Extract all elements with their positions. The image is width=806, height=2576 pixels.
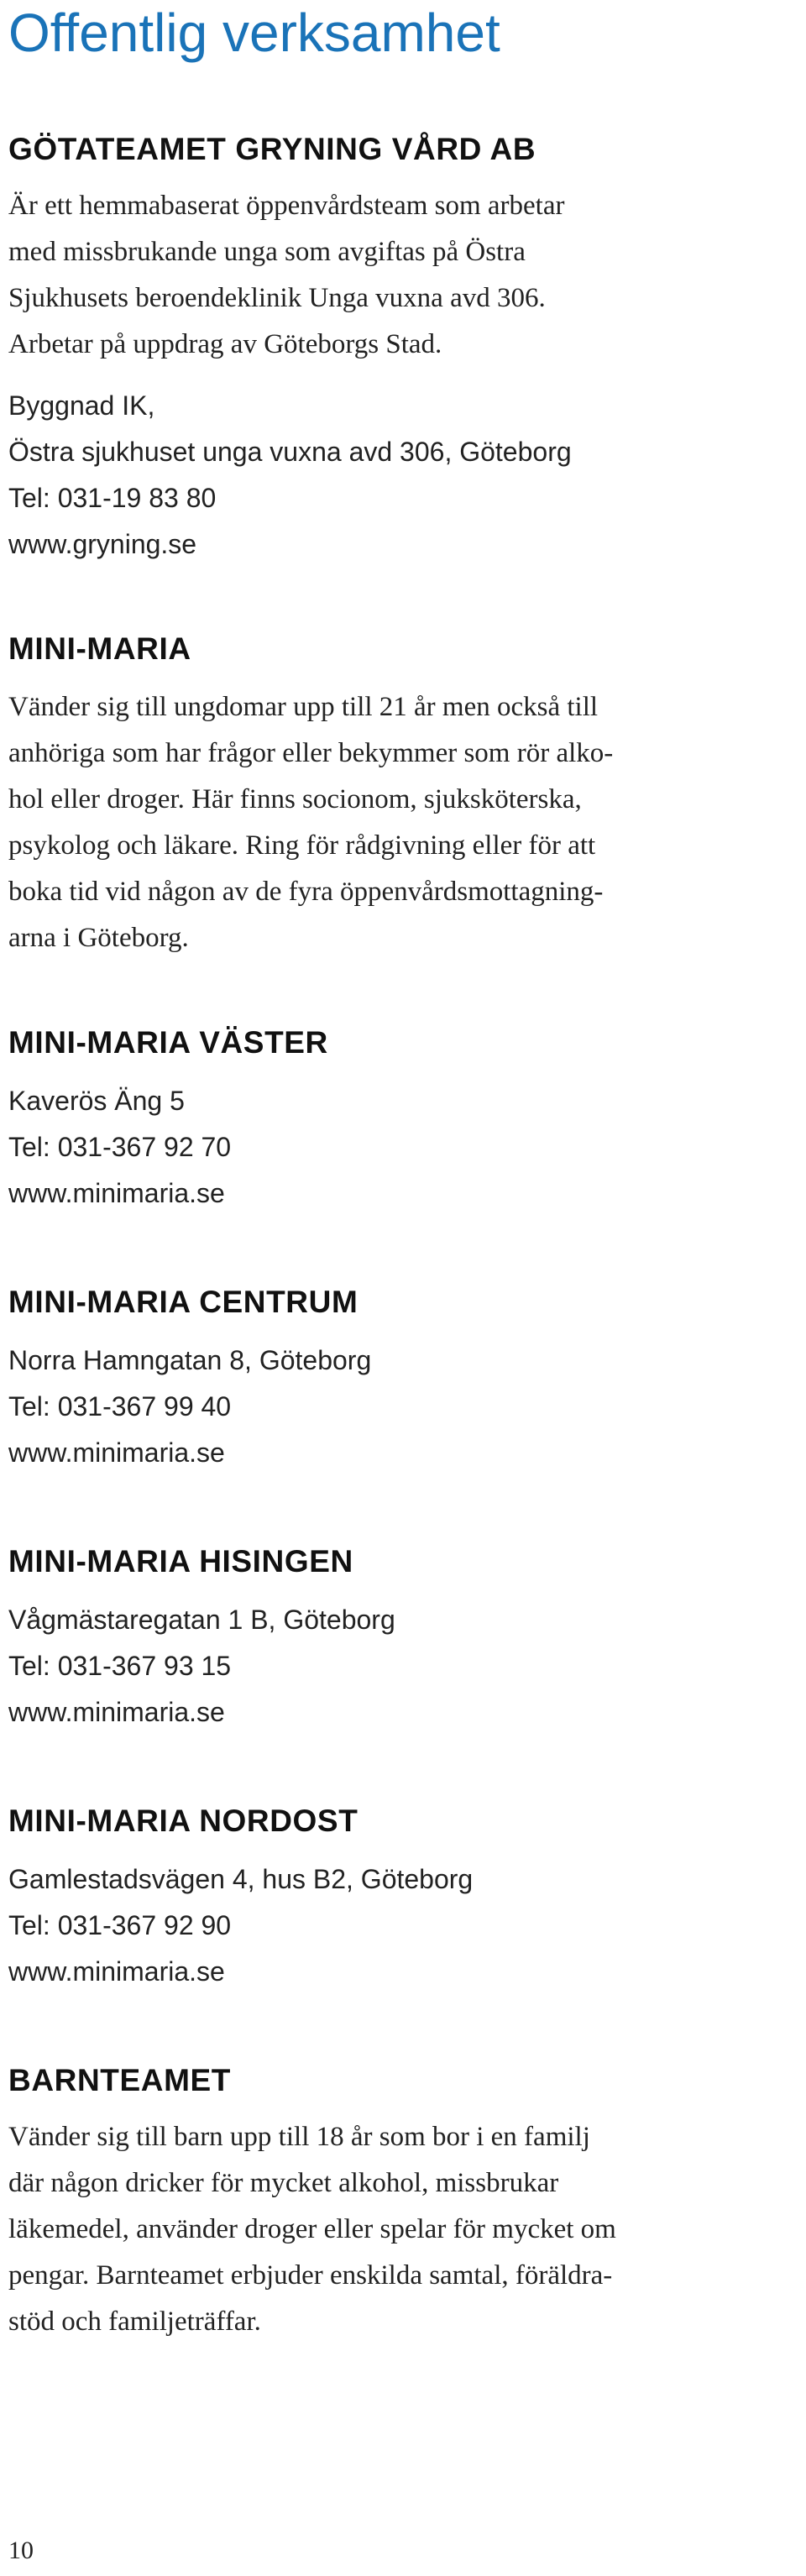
description-line: hol eller droger. Här finns socionom, sjuksköterska, — [8, 784, 582, 814]
description-line: Sjukhusets beroendeklinik Unga vuxna avd 306. — [8, 283, 546, 313]
address-line: Byggnad IK, — [8, 390, 155, 421]
phone-number: Tel: 031-367 99 40 — [8, 1391, 232, 1422]
phone-number: Tel: 031-367 93 15 — [8, 1651, 232, 1681]
contact-block — [8, 1856, 798, 1995]
page-number: 10 — [8, 2537, 34, 2564]
document-page — [8, 0, 798, 2345]
section-mini-maria-nordost — [8, 1803, 798, 1995]
description-line: Vänder sig till ungdomar upp till 21 år men också till — [8, 692, 599, 722]
description-line: pengar. Barnteamet erbjuder enskilda samtal, föräldra- — [8, 2260, 613, 2291]
description-line: psykolog och läkare. Ring för rådgivning eller för att — [8, 830, 596, 861]
section-description — [8, 183, 798, 368]
contact-block — [8, 383, 798, 568]
address-line: Gamlestadsvägen 4, hus B2, Göteborg — [8, 1864, 474, 1894]
description-line: anhöriga som har frågor eller bekymmer som rör alko- — [8, 738, 614, 768]
section-heading: MINI-MARIA — [8, 631, 191, 666]
description-line: läkemedel, använder droger eller spelar för mycket om — [8, 2214, 616, 2244]
address-line: Östra sjukhuset unga vuxna avd 306, Göteborg — [8, 437, 572, 467]
website-link[interactable]: www.minimaria.se — [8, 1437, 225, 1468]
phone-number: Tel: 031-19 83 80 — [8, 483, 217, 513]
description-line: boka tid vid någon av de fyra öppenvårdsmottagning- — [8, 877, 604, 907]
description-line: Vänder sig till barn upp till 18 år som bor i en familj — [8, 2122, 590, 2152]
contact-block — [8, 1078, 798, 1217]
address-line: Kaverös Äng 5 — [8, 1086, 185, 1116]
contact-block — [8, 1338, 798, 1476]
section-heading: MINI-MARIA CENTRUM — [8, 1285, 359, 1319]
section-description — [8, 684, 798, 961]
section-mini-maria — [8, 631, 798, 961]
description-line: stöd och familjeträffar. — [8, 2306, 261, 2337]
phone-number: Tel: 031-367 92 90 — [8, 1910, 232, 1940]
contact-block — [8, 1597, 798, 1736]
website-link[interactable]: www.minimaria.se — [8, 1178, 225, 1208]
section-mini-maria-vaster — [8, 1024, 798, 1217]
section-description — [8, 2114, 798, 2345]
page-title: Offentlig verksamhet — [8, 3, 500, 63]
address-line: Vågmästaregatan 1 B, Göteborg — [8, 1605, 395, 1635]
phone-number: Tel: 031-367 92 70 — [8, 1132, 232, 1162]
section-heading: MINI-MARIA VÄSTER — [8, 1025, 328, 1060]
website-link[interactable]: www.minimaria.se — [8, 1697, 225, 1727]
section-heading: BARNTEAMET — [8, 2063, 231, 2097]
section-mini-maria-centrum — [8, 1284, 798, 1476]
website-link[interactable]: www.minimaria.se — [8, 1956, 225, 1987]
section-mini-maria-hisingen — [8, 1543, 798, 1736]
address-line: Norra Hamngatan 8, Göteborg — [8, 1345, 372, 1375]
description-line: där någon dricker för mycket alkohol, missbrukar — [8, 2168, 559, 2198]
section-heading: MINI-MARIA NORDOST — [8, 1804, 359, 1838]
section-gotateamet-gryning — [8, 131, 798, 568]
section-heading: MINI-MARIA HISINGEN — [8, 1544, 353, 1579]
description-line: arna i Göteborg. — [8, 923, 189, 953]
description-line: med missbrukande unga som avgiftas på Östra — [8, 237, 526, 267]
section-heading: GÖTATEAMET GRYNING VÅRD AB — [8, 132, 536, 166]
description-line: Är ett hemmabaserat öppenvårdsteam som arbetar — [8, 191, 565, 221]
website-link[interactable]: www.gryning.se — [8, 529, 197, 559]
section-barnteamet — [8, 2062, 798, 2345]
description-line: Arbetar på uppdrag av Göteborgs Stad. — [8, 329, 442, 359]
